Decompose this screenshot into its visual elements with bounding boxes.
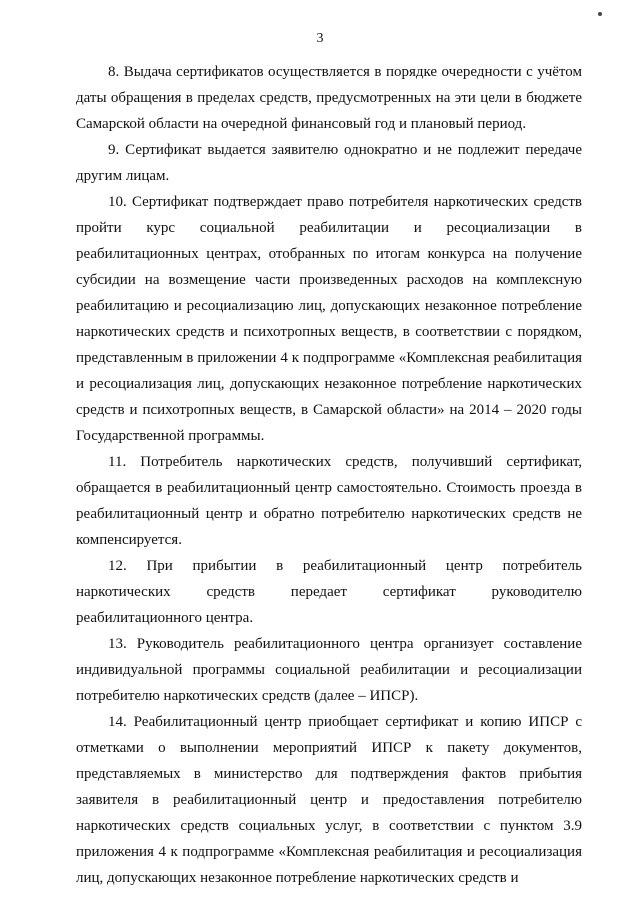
scan-artifact-dot	[598, 12, 602, 16]
paragraph-11: 11. Потребитель наркотических средств, получивший сертификат, обращается в реабилитационный центр самостоятельно. Стоимость проезда в реабилитационный центр и обратно потребителю наркотических средств не компенсируется.	[76, 454, 582, 548]
paragraph-12: 12. При прибытии в реабилитационный центр потребитель наркотических средств передает сертификат руководителю реабилитационного центра.	[76, 558, 582, 626]
paragraph-14: 14. Реабилитационный центр приобщает сертификат и копию ИПСР с отметками о выполнении мероприятий ИПСР к пакету документов, представляемых в министерство для подтверждения фактов прибытия заявителя в реабилитационный центр и предоставления потребителю наркотических средств социальных услуг, в соответствии с пунктом 3.9 приложения 4 к подпрограмме «Комплексная реабилитация и ресоциализация лиц, допускающих незаконное потребление наркотических средств и	[76, 714, 582, 886]
page-number: 3	[316, 31, 324, 46]
paragraph-10: 10. Сертификат подтверждает право потребителя наркотических средств пройти курс социальной реабилитации и ресоциализации в реабилитационных центрах, отобранных по итогам конкурса на получение субсидии на возмещение части произведенных расходов на комплексную реабилитацию и ресоциализацию лиц, допускающих незаконное потребление наркотических средств и психотропных веществ, в соответствии с порядком, представленным в приложении 4 к подпрограмме «Комплексная реабилитация и ресоциализация лиц, допускающих незаконное потребление наркотических средств и психотропных веществ, в Самарской области» на 2014 – 2020 годы Государственной программы.	[76, 194, 582, 444]
document-body	[76, 59, 582, 891]
paragraph-9: 9. Сертификат выдается заявителю однократно и не подлежит передаче другим лицам.	[76, 142, 582, 184]
paragraph-8: 8. Выдача сертификатов осуществляется в порядке очередности с учётом даты обращения в пределах средств, предусмотренных на эти цели в бюджете Самарской области на очередной финансовый год и плановый период.	[76, 64, 582, 132]
paragraph-13: 13. Руководитель реабилитационного центра организует составление индивидуальной программы социальной реабилитации и ресоциализации потребителю наркотических средств (далее – ИПСР).	[76, 636, 582, 704]
